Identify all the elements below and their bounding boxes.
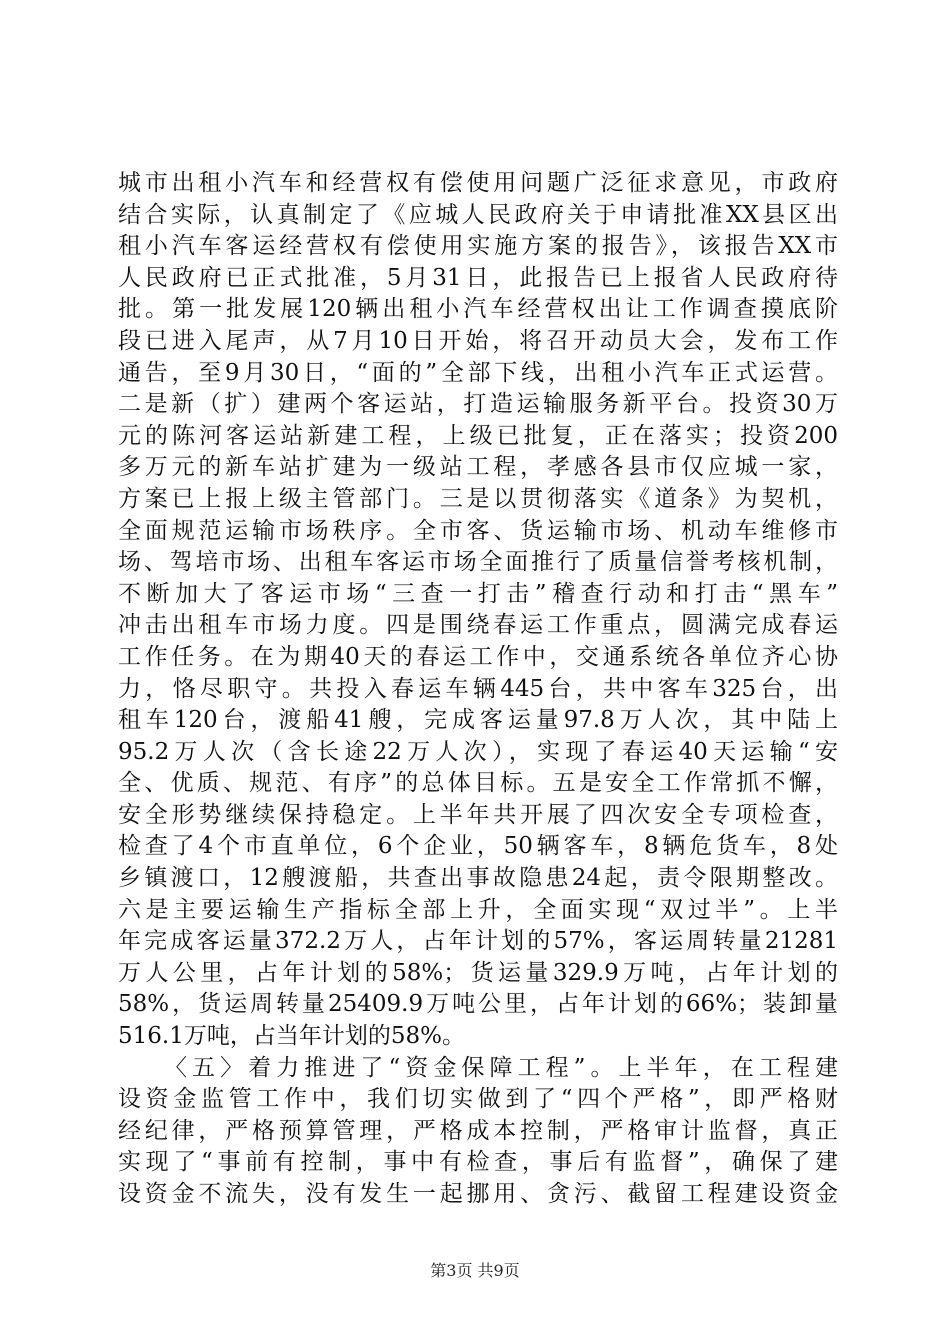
text-line: 516.1万吨，占当年计划的58%。 — [118, 1023, 465, 1050]
text-line: 全面规范运输市场秩序。全市客、货运输市场、机动车维修市 — [118, 517, 838, 544]
text-line: 方案已上报上级主管部门。三是以贯彻落实《道条》为契机， — [118, 485, 838, 512]
text-line: 乡镇渡口，12艘渡船，共查出事故隐患24起，责令限期整改。 — [118, 865, 838, 892]
text-line: 经纪律，严格预算管理，严格成本控制，严格审计监督，真正 — [118, 1117, 838, 1144]
text-line: 批。第一批发展120辆出租小汽车经营权出让工作调查摸底阶 — [118, 296, 838, 323]
text-line: 58%，货运周转量25409.9万吨公里，占年计划的66%；装卸量 — [118, 991, 838, 1018]
paragraph-2 — [118, 1053, 838, 1211]
text-line: 段已进入尾声，从7月10日开始，将召开动员大会，发布工作 — [118, 327, 838, 354]
text-line: 城市出租小汽车和经营权有偿使用问题广泛征求意见，市政府 — [118, 170, 838, 196]
text-line: 万人公里，占年计划的58%；货运量329.9万吨，占年计划的 — [118, 959, 838, 986]
document-body — [118, 168, 838, 1211]
text-line: 场、驾培市场、出租车客运市场全面推行了质量信誉考核机制， — [118, 549, 838, 576]
text-line: 检查了4个市直单位，6个企业，50辆客车，8辆危货车，8处 — [118, 833, 838, 860]
text-line: 结合实际，认真制定了《应城人民政府关于申请批准XX县区出 — [118, 201, 838, 228]
text-line: 人民政府已正式批准，5月31日，此报告已上报省人民政府待 — [118, 264, 838, 291]
text-line: 通告，至9月30日，“面的”全部下线，出租小汽车正式运营。 — [118, 359, 838, 386]
text-line: 元的陈河客运站新建工程，上级已批复，正在落实；投资200 — [118, 422, 838, 449]
text-line: 全、优质、规范、有序”的总体目标。五是安全工作常抓不懈， — [118, 770, 838, 797]
text-line: 租小汽车客运经营权有偿使用实施方案的报告》，该报告XX市 — [118, 233, 838, 260]
text-line: 实现了“事前有控制，事中有检查，事后有监督”，确保了建 — [118, 1149, 838, 1176]
page-number-footer: 第3页 共9页 — [430, 1261, 520, 1280]
text-line: 力，恪尽职守。共投入春运车辆445台，共中客车325台，出 — [118, 675, 838, 702]
text-line: 工作任务。在为期40天的春运工作中，交通系统各单位齐心协 — [118, 643, 838, 670]
text-line: 设资金不流失，没有发生一起挪用、贪污、截留工程建设资金 — [118, 1181, 838, 1207]
text-line: 安全形势继续保持稳定。上半年共开展了四次安全专项检查， — [118, 801, 838, 828]
text-line: 二是新（扩）建两个客运站，打造运输服务新平台。投资30万 — [118, 391, 838, 418]
text-line: 〈五〉着力推进了“资金保障工程”。上半年，在工程建 — [164, 1054, 838, 1081]
text-line: 多万元的新车站扩建为一级站工程，孝感各县市仅应城一家， — [118, 454, 838, 481]
text-line: 冲击出租车市场力度。四是围绕春运工作重点，圆满完成春运 — [118, 612, 838, 639]
paragraph-1 — [118, 168, 838, 1053]
text-line: 95.2万人次（含长途22万人次），实现了春运40天运输“安 — [118, 738, 838, 765]
text-line: 六是主要运输生产指标全部上升，全面实现“双过半”。上半 — [118, 896, 838, 923]
text-line: 租车120台，渡船41艘，完成客运量97.8万人次，其中陆上 — [118, 707, 838, 734]
text-line: 年完成客运量372.2万人，占年计划的57%，客运周转量21281 — [118, 928, 838, 955]
text-line: 不断加大了客运市场“三查一打击”稽查行动和打击“黑车” — [118, 580, 838, 607]
text-line: 设资金监管工作中，我们切实做到了“四个严格”，即严格财 — [118, 1086, 838, 1113]
